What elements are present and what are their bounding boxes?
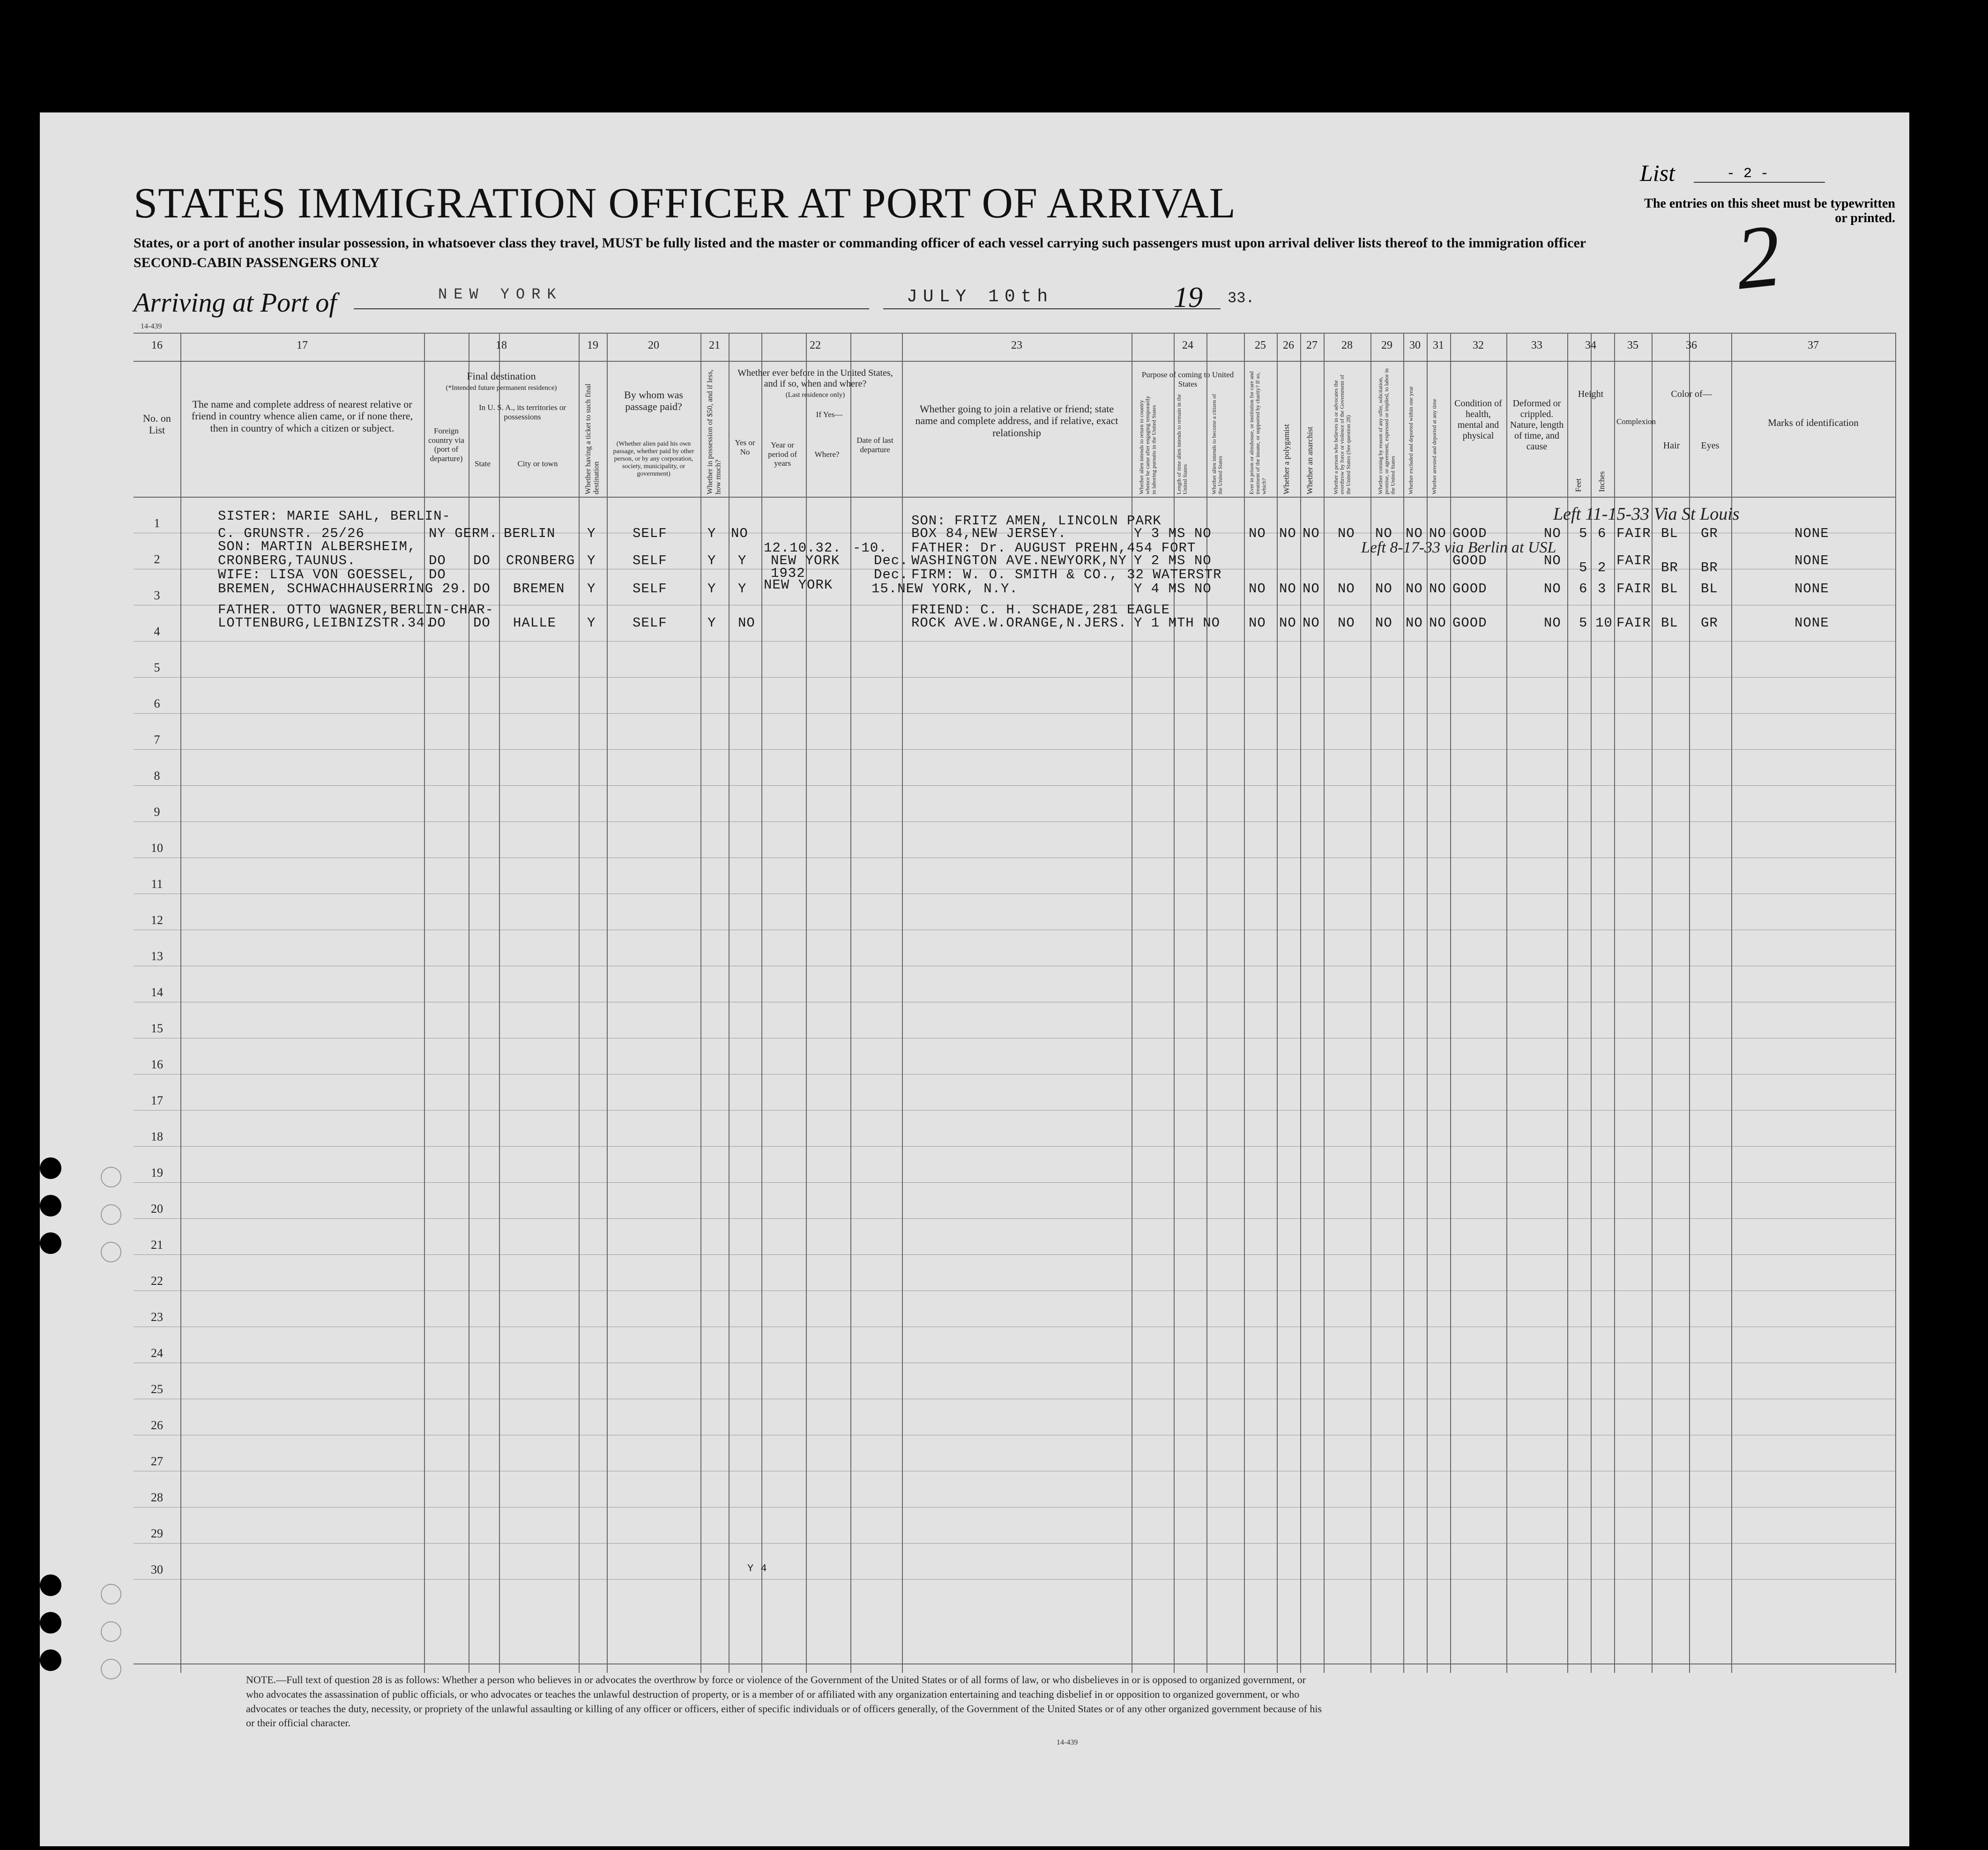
column-divider xyxy=(1591,333,1592,1673)
column-divider xyxy=(1450,333,1451,1673)
r4-relative-line1: FATHER. OTTO WAGNER,BERLIN-CHAR- xyxy=(218,602,494,618)
r3-marks: NONE xyxy=(1794,581,1829,597)
header-purpose-c: Whether alien intends to become a citizen of the United States xyxy=(1211,394,1224,494)
column-divider xyxy=(902,333,903,1673)
colnum-30: 30 xyxy=(1409,339,1421,351)
header-final-destination-sub: (*Intended future permanent residence) xyxy=(446,384,557,392)
header-eyes: Eyes xyxy=(1701,440,1720,451)
row-number: 27 xyxy=(151,1455,163,1469)
colnum-rule xyxy=(134,361,1895,362)
row-divider xyxy=(134,1146,1895,1147)
r2-deformed: NO xyxy=(1544,553,1561,568)
colnum-31: 31 xyxy=(1433,339,1444,351)
header-join-relative: Whether going to join a relative or friend; state name and complete address, and if relative, exact relationship xyxy=(915,403,1118,439)
r4-inches: 10 xyxy=(1595,615,1613,631)
row-divider xyxy=(134,677,1895,678)
r2-where-line1: NEW YORK xyxy=(771,553,840,568)
row-number: 2 xyxy=(154,552,160,567)
header-ever-before-sub: (Last residence only) xyxy=(785,391,845,399)
column-divider xyxy=(1614,333,1615,1673)
list-number: - 2 - xyxy=(1727,166,1769,182)
column-divider xyxy=(1427,333,1428,1673)
header-overthrow: Whether a person who believes in or advocates the overthrow by force or violence of the Government of the United States (See question 28) xyxy=(1333,374,1352,494)
binder-ring xyxy=(101,1621,121,1642)
colnum-17: 17 xyxy=(297,339,308,351)
r4-marks: NONE xyxy=(1794,615,1829,631)
column-divider xyxy=(700,333,701,1673)
r1-q25: NO xyxy=(1249,526,1266,541)
row-number: 7 xyxy=(154,733,160,747)
header-no-on-list: No. on List xyxy=(143,412,171,436)
r3-hair: BL xyxy=(1661,581,1678,597)
r4-q31: NO xyxy=(1429,615,1446,631)
header-bottom-rule xyxy=(134,497,1895,498)
manifest-sheet xyxy=(40,112,1909,1846)
row-number: 22 xyxy=(151,1274,163,1288)
r4-eyes: GR xyxy=(1701,615,1718,631)
r3-paid: SELF xyxy=(633,581,667,597)
r4-city: HALLE xyxy=(513,615,557,631)
r2-complexion: FAIR xyxy=(1616,553,1651,568)
r1-handwritten-annotation: Left 11-15-33 Via St Louis xyxy=(1553,504,1740,524)
r3-q26: NO xyxy=(1279,581,1296,597)
r1-purpose: Y 3 MS NO xyxy=(1134,526,1212,541)
r2-relative-line2: CRONBERG,TAUNUS. xyxy=(218,553,356,568)
r4-join-line2: ROCK AVE.W.ORANGE,N.JERS. xyxy=(911,615,1127,631)
column-divider xyxy=(579,333,580,1673)
column-divider xyxy=(1244,333,1245,1673)
r2-join-line1: FATHER: Dr. AUGUST PREHN,454 FORT xyxy=(911,540,1196,556)
column-divider xyxy=(1652,333,1653,1673)
list-underline xyxy=(1694,182,1825,183)
header-feet: Feet xyxy=(1574,478,1583,492)
port-underline xyxy=(354,308,869,309)
r3-q29: NO xyxy=(1375,581,1392,597)
r3-join-line2: 15.NEW YORK, N.Y. xyxy=(871,581,1018,597)
column-divider xyxy=(1370,333,1371,1673)
colnum-28: 28 xyxy=(1341,339,1353,351)
column-divider xyxy=(1731,333,1732,1673)
column-divider xyxy=(1689,333,1690,1673)
footnote: NOTE.—Full text of question 28 is as follows: Whether a person who believes in or advocates the overthrow by force or violence of the Government of the United States or of all forms of law, or who disbelieves in or is opposed to organized government, or who advocates the assassination of public officials, or who advocates or teaches the unlawful destruction of property, or is a member of or affiliated with any organization entertaining and teaching disbelief in or opposition to organized government, or who advocates or teaches the duty, necessity, or propriety of the unlawful assaulting or killing of any officer or officers, either of specific individuals or of officers generally, of the Government of the United States or of any other organized government because of his or their official character. xyxy=(246,1674,1322,1729)
row-number: 17 xyxy=(151,1094,163,1108)
colnum-24: 24 xyxy=(1182,339,1193,351)
page-title: STATES IMMIGRATION OFFICER AT PORT OF ARRIVAL xyxy=(134,179,1236,227)
r4-hair: BL xyxy=(1661,615,1678,631)
r1-q28: NO xyxy=(1338,526,1355,541)
column-divider xyxy=(1506,333,1507,1673)
binder-ring xyxy=(101,1242,121,1262)
r1-relative-line2: C. GRUNSTR. 25/26 xyxy=(218,526,365,541)
year-suffix: 33. xyxy=(1228,290,1255,307)
r1-complexion: FAIR xyxy=(1616,526,1651,541)
entries-note: The entries on this sheet must be typewritten or printed. xyxy=(1644,196,1895,225)
row-number: 6 xyxy=(154,697,160,711)
row-number: 11 xyxy=(151,877,163,891)
r4-q29: NO xyxy=(1375,615,1392,631)
header-date-departure: Date of last departure xyxy=(856,436,893,454)
row-divider xyxy=(134,785,1895,786)
arriving-label: Arriving at Port of xyxy=(134,287,337,318)
colnum-20: 20 xyxy=(648,339,659,351)
row-divider xyxy=(134,1579,1895,1580)
binder-ring xyxy=(101,1204,121,1225)
header-yes-no: Yes or No xyxy=(735,438,755,456)
header-state: State xyxy=(475,459,491,468)
colnum-25: 25 xyxy=(1255,339,1266,351)
list-label: List xyxy=(1640,160,1675,186)
r2-foreign: DO xyxy=(429,553,446,568)
row-number: 15 xyxy=(151,1022,163,1036)
r1-relative-line1: SISTER: MARIE SAHL, BERLIN- xyxy=(218,508,451,524)
row-number: 3 xyxy=(154,589,160,603)
r1-health: GOOD xyxy=(1452,526,1487,541)
r2-purpose: Y 2 MS NO xyxy=(1134,553,1212,568)
r2-money: Y xyxy=(707,553,716,568)
column-divider xyxy=(1300,333,1301,1673)
r1-inches: 6 xyxy=(1598,526,1607,541)
header-ticket: Whether having a ticket to such final destination xyxy=(584,383,601,494)
row-divider xyxy=(134,749,1895,750)
header-height: Height xyxy=(1578,389,1604,399)
r1-join-line1: SON: FRITZ AMEN, LINCOLN PARK xyxy=(911,513,1162,529)
colnum-19: 19 xyxy=(587,339,598,351)
row-number: 16 xyxy=(151,1058,163,1072)
header-fifty-dollars: Whether in possession of $50, and if less, how much? xyxy=(706,369,722,494)
r3-foreign: DO xyxy=(429,567,446,582)
r3-q27: NO xyxy=(1303,581,1320,597)
header-anarchist: Whether an anarchist xyxy=(1305,426,1314,494)
table-top-rule xyxy=(134,333,1895,334)
r4-complexion: FAIR xyxy=(1616,615,1651,631)
column-divider xyxy=(1277,333,1278,1673)
header-purpose: Purpose of coming to United States xyxy=(1141,370,1234,388)
row-divider xyxy=(134,1218,1895,1219)
row-number: 25 xyxy=(151,1382,163,1396)
column-divider xyxy=(1895,333,1896,1673)
r1-join-line2: BOX 84,NEW JERSEY. xyxy=(911,526,1067,541)
row-number: 23 xyxy=(151,1310,163,1324)
header-complexion: Complexion xyxy=(1616,417,1656,426)
r2-eyes: BR xyxy=(1701,560,1718,575)
row-number: 20 xyxy=(151,1202,163,1216)
r3-health: GOOD xyxy=(1452,581,1487,597)
row-number: 21 xyxy=(151,1238,163,1252)
row-number: 1 xyxy=(154,516,160,530)
r4-relative-line2: LOTTENBURG,LEIBNIZSTR.34. xyxy=(218,615,434,631)
r3-q31: NO xyxy=(1429,581,1446,597)
colnum-37: 37 xyxy=(1808,339,1819,351)
header-arrested: Whether arrested and deported at any time xyxy=(1431,399,1437,494)
colnum-21: 21 xyxy=(709,339,720,351)
r2-hair: BR xyxy=(1661,560,1678,575)
r3-ticket: Y xyxy=(587,581,596,597)
row-number: 24 xyxy=(151,1346,163,1360)
r2-handwritten-annotation: Left 8-17-33 via Berlin at USL xyxy=(1361,539,1556,556)
r3-date: Dec. xyxy=(874,567,908,582)
column-divider xyxy=(850,333,851,1673)
r2-join-line2: WASHINGTON AVE.NEWYORK,NY xyxy=(911,553,1127,568)
colnum-32: 32 xyxy=(1473,339,1484,351)
r4-q25: NO xyxy=(1249,615,1266,631)
r1-q29: NO xyxy=(1375,526,1392,541)
r3-relative-line1: WIFE: LISA VON GOESSEL, xyxy=(218,567,417,582)
pencil-mark: Y 4 xyxy=(747,1563,767,1574)
r1-money: Y xyxy=(707,526,716,541)
r2-year: 12.10.32. xyxy=(764,540,841,556)
column-divider xyxy=(607,333,608,1673)
r4-q27: NO xyxy=(1303,615,1320,631)
header-foreign-country: Foreign country via (port of departure) xyxy=(428,426,464,463)
header-ever-before: Whether ever before in the United States, and if so, when and where? xyxy=(737,368,893,389)
r4-q30: NO xyxy=(1406,615,1423,631)
row-number: 12 xyxy=(151,913,163,927)
header-color: Color of— xyxy=(1671,389,1712,399)
row-number: 9 xyxy=(154,805,160,819)
binder-hole xyxy=(40,1612,61,1634)
r2-paid: SELF xyxy=(633,553,667,568)
r1-q31: NO xyxy=(1429,526,1446,541)
header-health: Condition of health, mental and physical xyxy=(1454,398,1502,441)
header-hair: Hair xyxy=(1663,440,1680,451)
row-divider xyxy=(134,713,1895,714)
row-number: 18 xyxy=(151,1130,163,1144)
binder-hole xyxy=(40,1232,61,1254)
row-divider xyxy=(134,1110,1895,1111)
colnum-35: 35 xyxy=(1627,339,1638,351)
r4-money: Y xyxy=(707,615,716,631)
row-divider xyxy=(134,641,1895,642)
row-divider xyxy=(134,1182,1895,1183)
arrival-date: JULY 10th xyxy=(907,287,1054,307)
r3-deformed: NO xyxy=(1544,581,1561,597)
binder-ring xyxy=(101,1167,121,1187)
r3-state: DO xyxy=(473,581,491,597)
header-excluded: Whether excluded and deported within one year xyxy=(1407,386,1414,494)
row-divider xyxy=(134,1543,1895,1544)
r2-health: GOOD xyxy=(1452,553,1487,568)
header-purpose-b: Length of time alien intends to remain in the United States xyxy=(1176,394,1189,494)
header-inches: Inches xyxy=(1597,471,1606,492)
r2-inches: 2 xyxy=(1598,560,1607,575)
r2-marks: NONE xyxy=(1794,553,1829,568)
r4-purpose: Y 1 MTH NO xyxy=(1134,615,1221,631)
row-number: 28 xyxy=(151,1491,163,1505)
colnum-16: 16 xyxy=(151,339,163,351)
r4-state: DO xyxy=(473,615,491,631)
colnum-22: 22 xyxy=(810,339,821,351)
row-number: 26 xyxy=(151,1418,163,1432)
subtitle-instructions: States, or a port of another insular possession, in whatsoever class they travel, MUST be fully listed and the master or commanding officer of each vessel carrying such passengers must upon arrival deliver lists thereof to the immigration officer xyxy=(134,235,1586,251)
passenger-class-label: SECOND-CABIN PASSENGERS ONLY xyxy=(134,255,380,270)
r3-before: Y xyxy=(738,581,747,597)
r1-hair: BL xyxy=(1661,526,1678,541)
r2-ticket: Y xyxy=(587,553,596,568)
port-value: NEW YORK xyxy=(438,286,563,303)
column-divider xyxy=(499,333,500,1673)
row-number: 4 xyxy=(154,625,160,639)
r4-before: NO xyxy=(738,615,755,631)
r4-deformed: NO xyxy=(1544,615,1561,631)
column-divider xyxy=(1324,333,1325,1673)
header-prison: Ever in prison or almshouse, or institution for care and treatment of the insane, or supported by charity? If so, which? xyxy=(1248,371,1267,494)
column-divider xyxy=(761,333,762,1673)
r1-q26: NO xyxy=(1279,526,1296,541)
header-purpose-a: Whether alien intends to return to country whence he came after engaging temporarily in laboring pursuits in the United States xyxy=(1138,395,1157,494)
column-divider xyxy=(424,333,425,1673)
r1-paid: SELF xyxy=(633,526,667,541)
row-number: 10 xyxy=(151,841,163,855)
r3-complexion: FAIR xyxy=(1616,581,1651,597)
colnum-26: 26 xyxy=(1283,339,1294,351)
date-underline xyxy=(883,308,1221,309)
manifest-table xyxy=(134,333,1895,1692)
colnum-33: 33 xyxy=(1531,339,1542,351)
row-number: 29 xyxy=(151,1527,163,1541)
column-divider xyxy=(1403,333,1404,1673)
row-number: 30 xyxy=(151,1563,163,1577)
r1-q30: NO xyxy=(1406,526,1423,541)
binder-ring xyxy=(101,1584,121,1604)
r3-relative-line2: BREMEN, SCHWACHHAUSERRING 29. xyxy=(218,581,468,597)
r1-eyes: GR xyxy=(1701,526,1718,541)
row-divider xyxy=(134,821,1895,822)
row-number: 13 xyxy=(151,949,163,963)
r3-eyes: BL xyxy=(1701,581,1718,597)
r4-q28: NO xyxy=(1338,615,1355,631)
row-number: 8 xyxy=(154,769,160,783)
r1-marks: NONE xyxy=(1794,526,1829,541)
column-divider xyxy=(180,333,181,1673)
r2-date-line1: -10. xyxy=(853,540,887,556)
r1-before: NO xyxy=(731,526,748,541)
colnum-34: 34 xyxy=(1585,339,1596,351)
colnum-36: 36 xyxy=(1686,339,1697,351)
r3-purpose: Y 4 MS NO xyxy=(1134,581,1212,597)
r4-foreign: DO xyxy=(429,615,446,631)
r3-q30: NO xyxy=(1406,581,1423,597)
r2-state: DO xyxy=(473,553,491,568)
form-number-bottom: 14-439 xyxy=(1057,1738,1078,1746)
r1-city: BERLIN xyxy=(504,526,556,541)
header-in-usa: In U. S. A., its territories or possessions xyxy=(478,403,566,421)
row-number: 5 xyxy=(154,661,160,675)
year-prefix: 19 xyxy=(1174,282,1203,313)
r2-date-line2: Dec. xyxy=(874,553,908,568)
header-relative: The name and complete address of nearest relative or friend in country whence alien came, or if none there, then in country of which a citizen or subject. xyxy=(191,398,413,434)
r1-deformed: NO xyxy=(1544,526,1561,541)
colnum-18: 18 xyxy=(496,339,507,351)
header-where: Where? xyxy=(814,450,840,459)
colnum-23: 23 xyxy=(1011,339,1022,351)
row-number: 14 xyxy=(151,985,163,1000)
r3-money: Y xyxy=(707,581,716,597)
r3-q28: NO xyxy=(1338,581,1355,597)
r3-where: NEW YORK xyxy=(764,577,833,593)
r4-join-line1: FRIEND: C. H. SCHADE,281 EAGLE xyxy=(911,602,1170,618)
binder-ring xyxy=(101,1659,121,1679)
header-deformed: Deformed or crippled. Nature, length of time, and cause xyxy=(1510,398,1564,452)
header-final-destination: Final destination xyxy=(467,370,536,382)
r1-feet: 5 xyxy=(1579,526,1588,541)
r3-city: BREMEN xyxy=(513,581,565,597)
r3-feet: 6 xyxy=(1579,581,1588,597)
r3-inches: 3 xyxy=(1598,581,1607,597)
r4-q26: NO xyxy=(1279,615,1296,631)
header-marks: Marks of identification xyxy=(1768,417,1859,428)
r2-relative-line1: SON: MARTIN ALBERSHEIM, xyxy=(218,539,417,554)
header-passage-paid-sub: (Whether alien paid his own passage, whether paid by other person, or by any corporation, society, municipality, or government) xyxy=(613,440,694,478)
row-number: 19 xyxy=(151,1166,163,1180)
r3-q25: NO xyxy=(1249,581,1266,597)
r2-where-line2: 1932 xyxy=(771,566,805,581)
r3-join-line1: FIRM: W. O. SMITH & CO., 32 WATERSTR xyxy=(911,567,1222,582)
header-city: City or town xyxy=(517,459,558,468)
column-divider xyxy=(806,333,807,1673)
header-if-yes: If Yes— xyxy=(816,410,843,419)
colnum-27: 27 xyxy=(1306,339,1318,351)
binder-hole xyxy=(40,1649,61,1671)
header-labor-offer: Whether coming by reason of any offer, solicitation, promise, or agreement, expressed or implied, to labor in the United States xyxy=(1377,368,1396,494)
r1-foreign: NY GERM. xyxy=(429,526,498,541)
r1-ticket: Y xyxy=(587,526,596,541)
column-divider xyxy=(729,333,730,1673)
header-passage-paid: By whom was passage paid? xyxy=(624,389,683,413)
header-year-period: Year or period of years xyxy=(768,440,797,468)
r2-city: CRONBERG xyxy=(506,553,575,568)
r1-q27: NO xyxy=(1303,526,1320,541)
row-divider xyxy=(134,1254,1895,1255)
r4-health: GOOD xyxy=(1452,615,1487,631)
binder-hole xyxy=(40,1574,61,1596)
r4-feet: 5 xyxy=(1579,615,1588,631)
column-divider xyxy=(1567,333,1568,1673)
colnum-29: 29 xyxy=(1381,339,1392,351)
r4-paid: SELF xyxy=(633,615,667,631)
r4-ticket: Y xyxy=(587,615,596,631)
r2-feet: 5 xyxy=(1579,560,1588,575)
handwritten-sheet-mark: 2 xyxy=(1731,206,1786,309)
binder-hole xyxy=(40,1195,61,1216)
r2-before: Y xyxy=(738,553,747,568)
form-number-top: 14-439 xyxy=(141,322,162,330)
binder-hole xyxy=(40,1157,61,1179)
header-polygamist: Whether a polygamist xyxy=(1282,424,1291,494)
